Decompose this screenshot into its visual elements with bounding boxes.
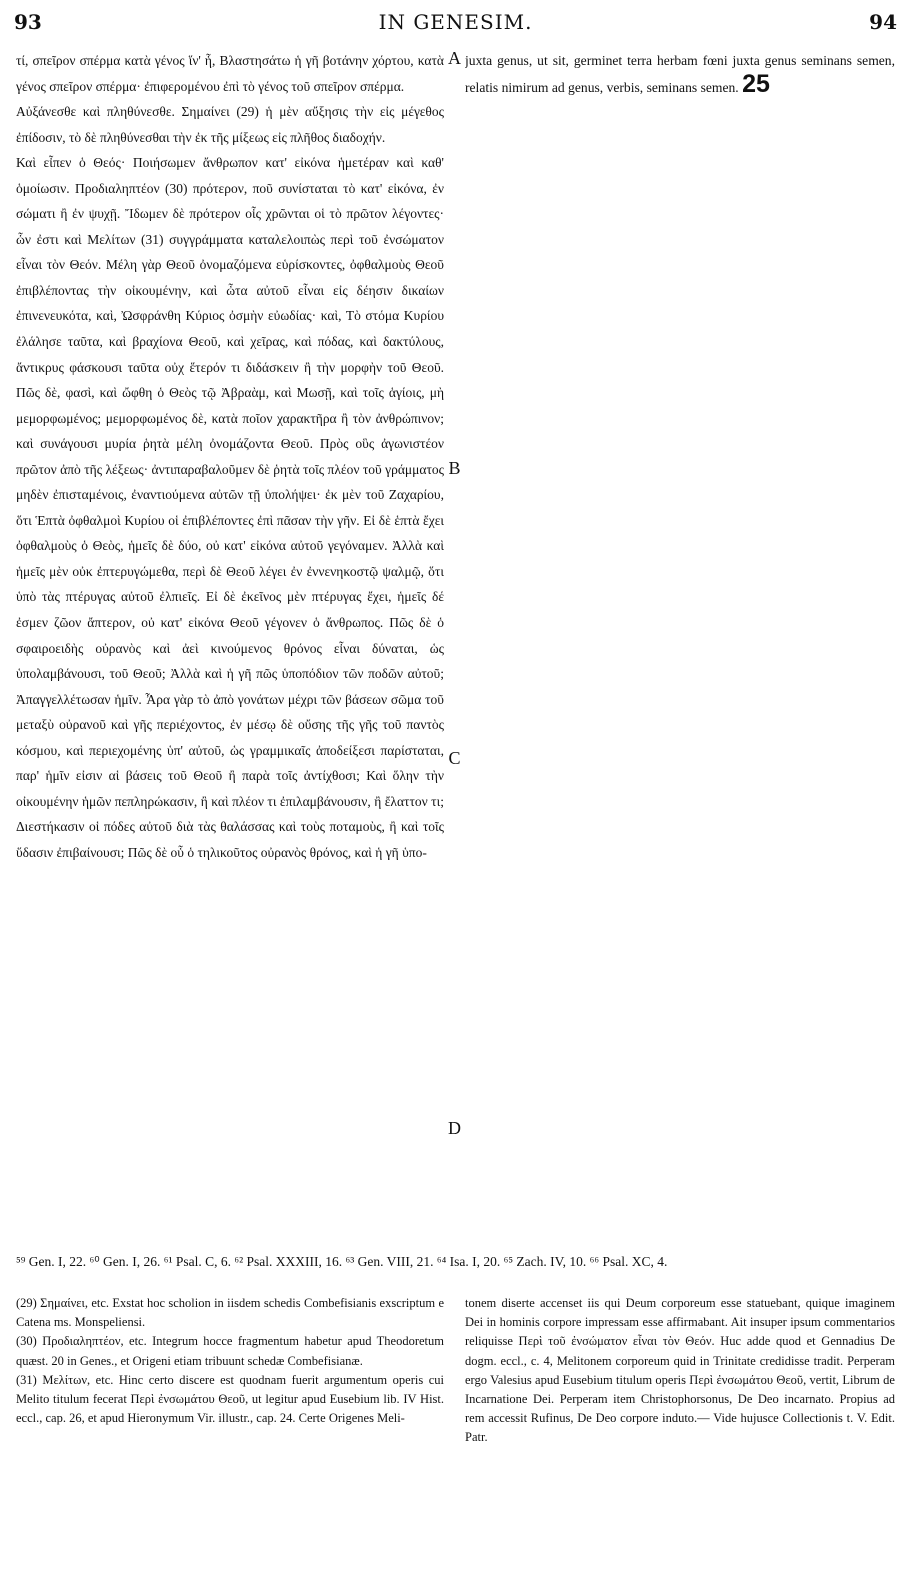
footnote: (29) Σημαίνει, etc. Exstat hoc scholion in iisdem schedis Combefisianis exscriptum e Catena ms. Monspeliensi. [16, 1296, 444, 1330]
margin-marker-c: C [448, 748, 461, 768]
section-number: 25 [742, 69, 770, 98]
running-header [0, 6, 911, 36]
latin-column [465, 48, 895, 1246]
footnotes-right [465, 1294, 895, 1448]
greek-paragraph: Αὐξάνεσθε καὶ πληθύνεσθε. Σημαίνει (29) ἡ μὲν αὔξησις τὴν εἰς μέγεθος ἐπίδοσιν, τὸ δὲ πληθύνεσθαι τὴν ἐκ τῆς μίξεως εἰς πλῆθος διαδοχήν. [16, 104, 444, 145]
latin-paragraph-text: juxta genus, ut sit, germinet terra herbam fœni juxta genus seminans semen, relatis nimirum ad genus, verbis, seminans semen. [465, 53, 895, 95]
margin-marker-a: A [448, 48, 461, 68]
greek-paragraph: Καὶ εἶπεν ὁ Θεός· Ποιήσωμεν ἄνθρωπον κατ' εἰκόνα ἡμετέραν καὶ καθ' ὁμοίωσιν. Προδιαληπτέον (30) πρότερον, ποῦ συνίσταται τὸ κατ' εἰκόνα, ἐν σώματι ἢ ἐν ψυχῇ. Ἴδωμεν δὲ πρότερον οἷς χρῶνται οἱ τὸ πρῶτον λέγοντες· ὧν ἐστι καὶ Μελίτων (31) συγγράμματα καταλελοιπὼς περὶ τοῦ ἐνσώματον εἶναι τὸν Θεόν. Μέλη γὰρ Θεοῦ ὀνομαζόμενα εὑρίσκοντες, ὀφθαλμοὺς Θεοῦ ἐπιβλέποντας τὴν οἰκουμένην, καὶ ὦτα αὐτοῦ εἶναι εἰς δέησιν δικαίων ἐπινενευκότα, καὶ, Ὠσφράνθη Κύριος ὀσμὴν εὐωδίας· καὶ, Τὸ στόμα Κυρίου ἐλάλησε ταῦτα, καὶ βραχίονα Θεοῦ, καὶ χεῖρας, καὶ πόδας, καὶ δακτύλους, ἄντικρυς φάσκουσι ταῦτα οὐχ ἕτερόν τι διδάσκειν ἢ τὴν μορφὴν τοῦ Θεοῦ. Πῶς δὲ, φασὶ, καὶ ὤφθη ὁ Θεὸς τῷ Ἀβραὰμ, καὶ Μωσῇ, καὶ τοῖς ἁγίοις, μὴ μεμορφωμένος; μεμορφωμένος δὲ, κατὰ ποῖον χαρακτῆρα ἢ τὸν ἀνθρώπινον; καὶ συνάγουσι μυρία ῥητὰ μέλη ὀνομάζοντα Θεοῦ. Πρὸς οὓς ἀγωνιστέον πρῶτον ἀπὸ τῆς λέξεως· ἀντιπαραβαλοῦμεν δὲ ῥητὰ τοῖς πλέον τοῦ γράμματος μηδὲν ἐπισταμένοις, ἐναντιούμενα αὐτῶν τῇ ὑπολήψει· ἐκ μὲν τοῦ Ζαχαρίου, ὅτι Ἑπτὰ ὀφθαλμοὶ Κυρίου οἱ ἐπιβλέποντες ἐπὶ πᾶσαν τὴν γῆν. Εἰ δὲ ἑπτὰ ἔχει ὀφθαλμοὺς ὁ Θεὸς, ἡμεῖς δὲ δύο, οὐ κατ' εἰκόνα αὐτοῦ γεγόναμεν. Ἀλλὰ καὶ ἡμεῖς μὲν οὐκ ἐπτερυγώμεθα, περὶ δὲ Θεοῦ λέγει ἐν ἐννενηκοστῷ ψαλμῷ, ὅτι ὑπὸ τὰς πτέρυγας αὐτοῦ ἐλπιεῖς. Εἰ δὲ ἐκεῖνος μὲν πτέρυγας ἔχει, ἡμεῖς δέ ἐσμεν ζῶον ἄπτερον, οὐ κατ' εἰκόνα Θεοῦ γέγονεν ὁ ἄνθρωπος. Πῶς δὲ ὁ σφαιροειδὴς οὐρανὸς καὶ ἀεὶ κινούμενος θρόνος εἶναι δύναται, ὡς ὑπολαμβάνουσι, τοῦ Θεοῦ; Ἀλλὰ καὶ ἡ γῆ πῶς ὑποπόδιον τῶν ποδῶν αὐτοῦ; Ἀπαγγελλέτωσαν ἡμῖν. Ἆρα γὰρ τὸ ἀπὸ γονάτων μέχρι τῶν βάσεων σῶμα τοῦ μεταξὺ οὐρανοῦ καὶ γῆς περιέχοντος, ἐν μέσῳ δὲ οὔσης τῆς γῆς τοῦ παντὸς κόσμου, καὶ περιεχομένης ὑπ' αὐτοῦ, ὡς γραμμικαῖς ἀποδείξεσι παρίσταται, παρ' ἡμῖν εἰσιν αἱ βάσεις τοῦ Θεοῦ ἢ παρὰ τοῖς ἀντίχθοσι; Καὶ ὅλην τὴν οἰκουμένην ἡμῶν πεπληρώκασιν, ἢ καὶ πλέον τι ἐπιλαμβάνουσιν, ἢ ἔλαττον τι; Διεστήκασιν οἱ πόδες αὐτοῦ διὰ τὰς θαλάσσας καὶ τοὺς ποταμοὺς, ἢ καὶ τοῖς ὕδασιν ἐπιβαίνουσι; Πῶς δὲ οὗ ὁ τηλικοῦτος οὐρανὸς θρόνος, καὶ ἡ γῆ ὑπο- [16, 155, 444, 860]
margin-marker-b: B [448, 458, 461, 478]
latin-paragraph [465, 48, 895, 100]
greek-column [16, 48, 444, 1246]
footnote-continuation: tonem diserte accenset iis qui Deum corporeum esse statuebant, quique imaginem Dei in hominis corpore impressam esse affirmabant. Ait insuper ipsum commentarios reliquisse Περὶ τοῦ ἐνσώματον εἶναι τὸν Θεόν. Huc adde quod et Gennadius De dogm. eccl., c. 4, Melitonem corporeum quid in Trinitate credidisse tradit. Perperam ergo Valesius apud Eusebium titulum operis Περὶ ἐνσωμάτου Θεοῦ, vertit, Librum de Incarnatione Dei. Perperam item Christophorsonus, De Deo incarnato. Propius ad rem accessit Rufinus, De Deo corpore induto.— Vide hujusce Collectionis t. V. Edit. Patr. [465, 1296, 895, 1445]
footnote: (31) Μελίτων, etc. Hinc certo discere est quodnam fuerit argumentum operis cui Melito titulum fecerat Περὶ ἐνσωμάτου Θεοῦ, ut legitur apud Eusebium lib. IV Hist. eccl., cap. 26, et apud Hieronymum Vir. illustr., cap. 24. Certe Origenes Meli- [16, 1372, 444, 1426]
margin-marker-d: D [448, 1118, 461, 1138]
footnote: (30) Προδιαληπτέον, etc. Integrum hocce fragmentum habetur apud Theodoretum quæst. 20 in Genes., et Origeni etiam tribuunt schedæ Combefisianæ. [16, 1334, 444, 1368]
footnotes-left [16, 1294, 444, 1428]
scripture-references: ⁵⁹ Gen. I, 22. ⁶⁰ Gen. I, 26. ⁶¹ Psal. C, 6. ⁶² Psal. XXXIII, 16. ⁶³ Gen. VIII, 21. ⁶⁴ Isa. I, 20. ⁶⁵ Zach. IV, 10. ⁶⁶ Psal. XC, 4. [16, 1254, 668, 1269]
running-title: IN GENESIM. [378, 10, 533, 34]
page-number-right: 94 [869, 10, 897, 34]
page-number-left: 93 [14, 10, 42, 34]
greek-paragraph: τί, σπεῖρον σπέρμα κατὰ γένος ἵν' ἦ, Βλαστησάτω ἡ γῆ βοτάνην χόρτου, κατὰ γένος σπεῖρον σπέρμα· ἐπιφερομένου ἐπὶ τὸ γένος τοῦ σπεῖρον σπέρμα. [16, 53, 444, 94]
